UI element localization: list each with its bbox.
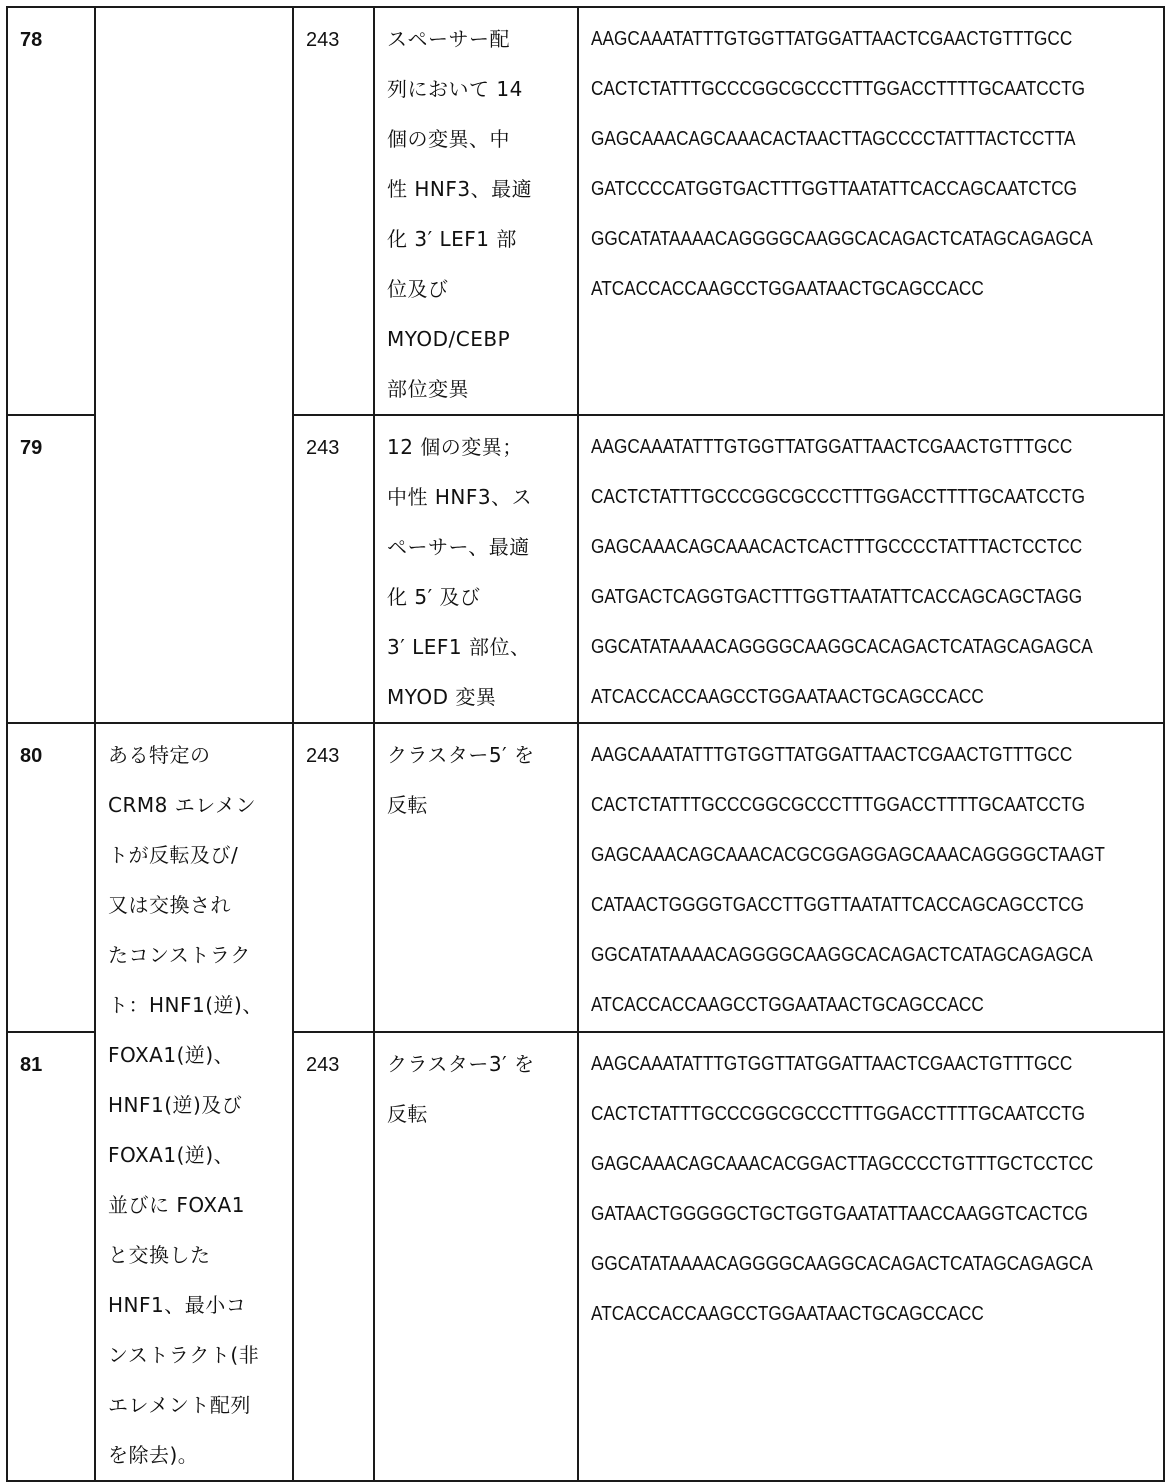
- sequence-line: AAGCAAATATTTGTGGTTATGGATTAACTCGAACTGTTTGCC: [591, 744, 1073, 766]
- description-line: 12 個の変異；: [387, 435, 523, 459]
- description-line: 位及び: [387, 277, 449, 301]
- description-cell: [374, 723, 578, 1032]
- table-row-80: [7, 723, 1164, 1032]
- sequence-table: [6, 6, 1165, 1482]
- seq-length: 243: [306, 29, 340, 51]
- description-line: 列において 14: [387, 77, 523, 101]
- sequence-cell: [578, 1032, 1164, 1481]
- seq-id: 79: [20, 437, 43, 459]
- sequence-line: CACTCTATTTGCCCGGCGCCCTTTGGACCTTTTGCAATCCTG: [591, 794, 1085, 816]
- group-description-line: 並びに FOXA1: [108, 1193, 245, 1217]
- sequence-line: GAGCAAACAGCAAACACGCGGAGGAGCAAACAGGGGCTAAGT: [591, 844, 1105, 866]
- group-description-line: を除去)。: [108, 1443, 199, 1467]
- sequence-line: GATCCCCATGGTGACTTTGGTTAATATTCACCAGCAATCTCG: [591, 178, 1078, 200]
- description-line: クラスター3′ を: [387, 1051, 535, 1076]
- description-line: 反転: [387, 1101, 428, 1126]
- seq-id: 81: [20, 1053, 43, 1076]
- description-line: MYOD 変異: [387, 685, 497, 709]
- description-line: 個の変異、中: [387, 127, 510, 151]
- sequence-line: GAGCAAACAGCAAACACTCACTTTGCCCCTATTTACTCCTCC: [591, 536, 1083, 558]
- description-cell: [374, 1032, 578, 1481]
- group-description-line: ある特定の: [108, 743, 211, 767]
- sequence-line: AAGCAAATATTTGTGGTTATGGATTAACTCGAACTGTTTGCC: [591, 436, 1073, 458]
- length-cell: [293, 1032, 374, 1481]
- group-description-line: FOXA1(逆)、: [108, 1043, 235, 1067]
- group-description-line: たコンストラク: [108, 943, 251, 967]
- sequence-line: AAGCAAATATTTGTGGTTATGGATTAACTCGAACTGTTTGCC: [591, 28, 1073, 50]
- description-line: 3′ LEF1 部位、: [387, 635, 531, 659]
- description-line: 部位変異: [387, 377, 469, 401]
- seq-id-cell: [7, 1032, 95, 1481]
- description-line: スペーサー配: [387, 27, 510, 51]
- sequence-line: CACTCTATTTGCCCGGCGCCCTTTGGACCTTTTGCAATCCTG: [591, 78, 1085, 100]
- seq-id: 78: [20, 29, 43, 51]
- sequence-line: GGCATATAAAACAGGGGCAAGGCACAGACTCATAGCAGAGCA: [591, 944, 1093, 966]
- group-description-line: 又は交換され: [108, 893, 231, 917]
- sequence-cell: [578, 415, 1164, 723]
- group-description-line: トが反転及び/: [108, 843, 239, 867]
- seq-id-cell: [7, 7, 95, 415]
- sequence-line: GATAACTGGGGGCTGCTGGTGAATATTAACCAAGGTCACTCG: [591, 1202, 1088, 1225]
- sequence-line: CACTCTATTTGCCCGGCGCCCTTTGGACCTTTTGCAATCCTG: [591, 1102, 1085, 1125]
- group-description-line: CRM8 エレメン: [108, 793, 257, 817]
- group-description-line: HNF1(逆)及び: [108, 1093, 243, 1117]
- description-cell: [374, 7, 578, 415]
- group-description-line: FOXA1(逆)、: [108, 1143, 235, 1167]
- description-line: クラスター5′ を: [387, 743, 535, 767]
- sequence-line: CATAACTGGGGTGACCTTGGTTAATATTCACCAGCAGCCTCG: [591, 894, 1085, 916]
- group-description-cell: [95, 723, 293, 1481]
- seq-length: 243: [306, 437, 340, 459]
- seq-length: 243: [306, 745, 340, 767]
- group-description-line: HNF1、最小コ: [108, 1293, 247, 1317]
- seq-length: 243: [306, 1053, 340, 1076]
- seq-id-cell: [7, 723, 95, 1032]
- description-line: 反転: [387, 793, 428, 817]
- description-line: MYOD/CEBP: [387, 327, 511, 351]
- description-line: 化 3′ LEF1 部: [387, 227, 517, 251]
- group-description-cell: [95, 7, 293, 723]
- description-line: 中性 HNF3、ス: [387, 485, 533, 509]
- sequence-line: GAGCAAACAGCAAACACTAACTTAGCCCCTATTTACTCCTTA: [591, 128, 1076, 150]
- sequence-line: GGCATATAAAACAGGGGCAAGGCACAGACTCATAGCAGAGCA: [591, 1252, 1093, 1275]
- sequence-line: ATCACCACCAAGCCTGGAATAACTGCAGCCACC: [591, 994, 984, 1016]
- description-line: 化 5′ 及び: [387, 585, 481, 609]
- description-line: ペーサー、最適: [387, 535, 530, 559]
- sequence-line: ATCACCACCAAGCCTGGAATAACTGCAGCCACC: [591, 278, 984, 300]
- seq-id: 80: [20, 745, 43, 767]
- sequence-line: AAGCAAATATTTGTGGTTATGGATTAACTCGAACTGTTTGCC: [591, 1052, 1073, 1075]
- group-description-line: エレメント配列: [108, 1393, 251, 1417]
- description-cell: [374, 415, 578, 723]
- length-cell: [293, 415, 374, 723]
- length-cell: [293, 7, 374, 415]
- sequence-line: GATGACTCAGGTGACTTTGGTTAATATTCACCAGCAGCTAGG: [591, 586, 1083, 608]
- group-description-line: と交換した: [108, 1243, 211, 1267]
- table-row-78: [7, 7, 1164, 415]
- sequence-line: ATCACCACCAAGCCTGGAATAACTGCAGCCACC: [591, 1302, 984, 1325]
- seq-id-cell: [7, 415, 95, 723]
- sequence-cell: [578, 723, 1164, 1032]
- group-description-line: ト：HNF1(逆)、: [108, 993, 263, 1017]
- sequence-line: GGCATATAAAACAGGGGCAAGGCACAGACTCATAGCAGAGCA: [591, 636, 1093, 658]
- length-cell: [293, 723, 374, 1032]
- description-line: 性 HNF3、最適: [387, 177, 533, 201]
- sequence-line: GGCATATAAAACAGGGGCAAGGCACAGACTCATAGCAGAGCA: [591, 228, 1093, 250]
- sequence-line: ATCACCACCAAGCCTGGAATAACTGCAGCCACC: [591, 686, 984, 708]
- sequence-cell: [578, 7, 1164, 415]
- group-description-line: ンストラクト(非: [108, 1343, 260, 1367]
- sequence-line: GAGCAAACAGCAAACACGGACTTAGCCCCTGTTTGCTCCTCC: [591, 1152, 1094, 1175]
- sequence-line: CACTCTATTTGCCCGGCGCCCTTTGGACCTTTTGCAATCCTG: [591, 486, 1085, 508]
